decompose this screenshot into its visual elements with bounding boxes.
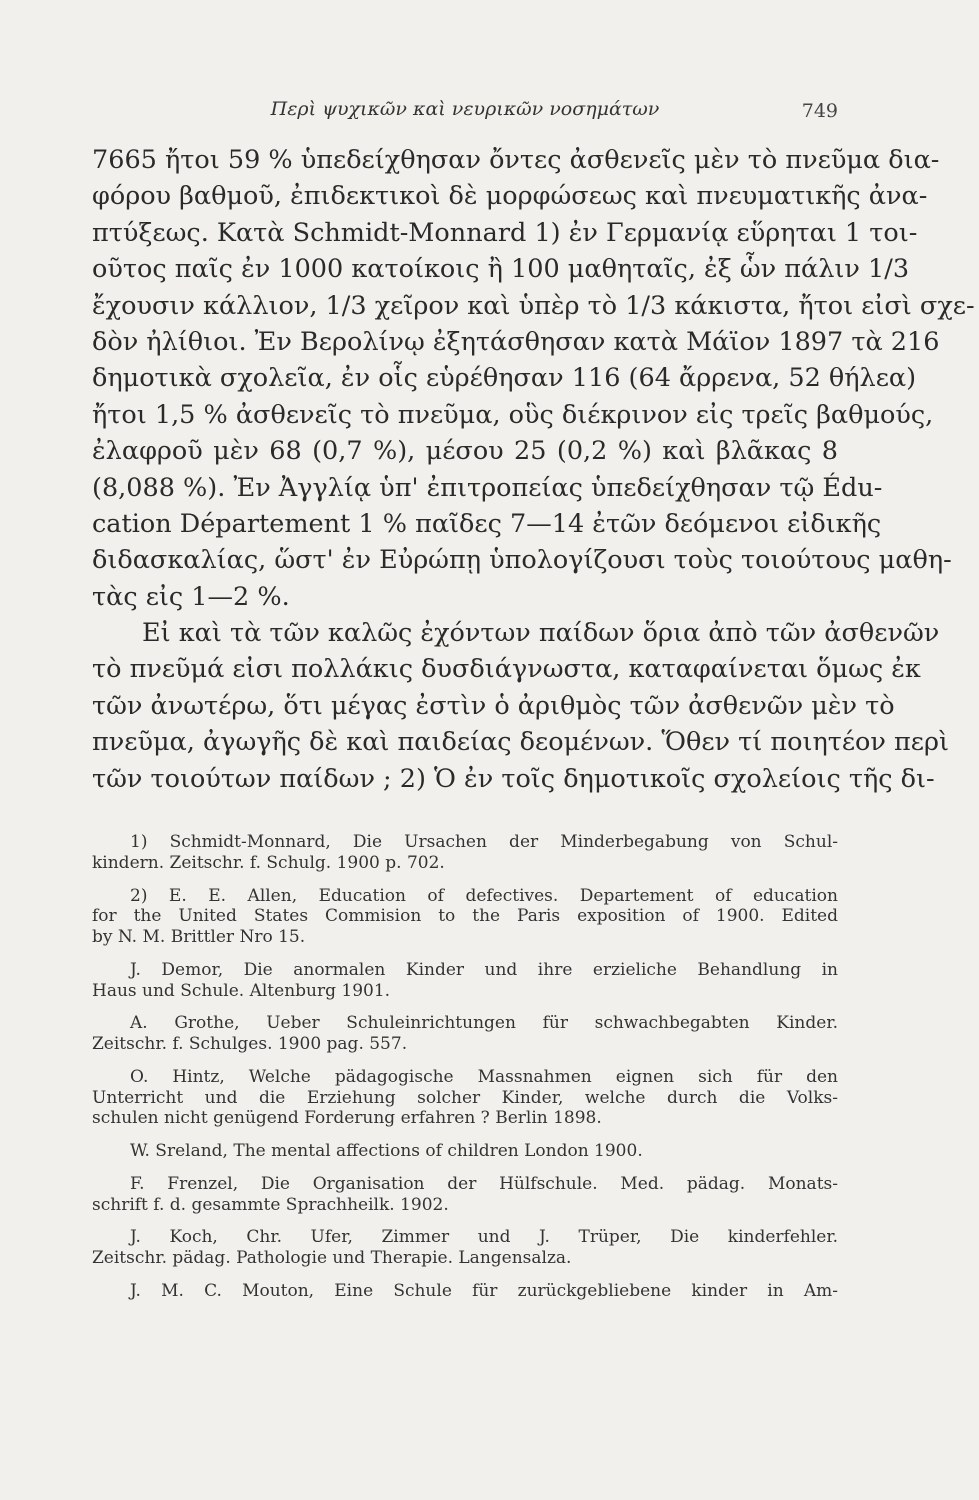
footnote-line: 2) E. E. Allen, Education of defectives. Departement of education (130, 885, 838, 906)
footnote-line: Zeitschr. pädag. Pathologie und Therapie. Langensalza. (92, 1248, 572, 1268)
page-number: 749 (801, 100, 838, 122)
footnote-line: Unterricht und die Erziehung solcher Kinder, welche durch die Volks- (92, 1087, 838, 1108)
footnote-line: J. Koch, Chr. Ufer, Zimmer und J. Trüper, Die kinderfehler. (130, 1227, 838, 1248)
running-head (92, 98, 838, 128)
footnote-line: by N. M. Brittler Nro 15. (92, 927, 306, 947)
footnotes (92, 832, 838, 1302)
text-line: δημοτικὰ σχολεῖα, ἐν οἷς εὑρέθησαν 116 (64 ἄρρενα, 52 θήλεα) (92, 363, 917, 394)
footnote-line: F. Frenzel, Die Organisation der Hülfschule. Med. pädag. Monats- (130, 1173, 838, 1194)
footnote-line: A. Grothe, Ueber Schuleinrichtungen für schwachbegabten Kinder. (130, 1013, 838, 1034)
footnote-line: schulen nicht genügend Forderung erfahren ? Berlin 1898. (92, 1108, 602, 1129)
footnote-line: W. Sreland, The mental affections of children London 1900. (130, 1141, 643, 1161)
footnote (92, 832, 838, 874)
text-line: πνεῦμα, ἀγωγῆς δὲ καὶ παιδείας δεομένων. Ὅθεν τί ποιητέον περὶ (92, 727, 949, 758)
footnote (92, 960, 838, 1002)
text-line: (8,088 %). Ἐν Ἀγγλίᾳ ὑπ' ἐπιτροπείας ὑπεδείχθησαν τῷ Édu- (92, 472, 883, 503)
text-line: τῶν ἀνωτέρω, ὅτι μέγας ἐστὶν ὁ ἀριθμὸς τῶν ἀσθενῶν μὲν τὸ (92, 690, 895, 721)
text-line: cation Département 1 % παῖδες 7—14 ἐτῶν δεόμενοι εἰδικῆς (92, 508, 882, 539)
footnote (92, 1141, 838, 1162)
paragraph (92, 615, 949, 797)
footnote (92, 1227, 838, 1269)
footnote-line: 1) Schmidt-Monnard, Die Ursachen der Minderbegabung von Schul- (130, 832, 838, 852)
text-line: Εἰ καὶ τὰ τῶν καλῶς ἐχόντων παίδων ὅρια ἀπὸ τῶν ἀσθενῶν (142, 618, 940, 649)
footnote-line: J. M. C. Mouton, Eine Schule für zurückgebliebene kinder in Am- (130, 1280, 838, 1301)
text-line: ἐλαφροῦ μὲν 68 (0,7 %), μέσου 25 (0,2 %) καὶ βλᾶκας 8 (92, 436, 838, 467)
footnote (92, 1281, 838, 1302)
footnote-line: O. Hintz, Welche pädagogische Massnahmen eignen sich für den (130, 1066, 838, 1087)
body-text (92, 142, 975, 797)
footnote (92, 1013, 838, 1055)
text-line: φόρου βαθμοῦ, ἐπιδεκτικοὶ δὲ μορφώσεως καὶ πνευματικῆς ἀνα- (92, 181, 928, 212)
footnote (92, 1067, 838, 1129)
text-line: οῦτος παῖς ἐν 1000 κατοίκοις ἢ 100 μαθηταῖς, ἐξ ὧν πάλιν 1/3 (92, 254, 910, 285)
text-line: ἔχουσιν κάλλιον, 1/3 χεῖρον καὶ ὑπὲρ τὸ 1/3 κάκιστα, ἤτοι εἰσὶ σχε- (92, 290, 975, 321)
text-line: 7665 ἤτοι 59 % ὑπεδείχθησαν ὄντες ἀσθενεῖς μὲν τὸ πνεῦμα δια- (92, 145, 940, 175)
text-line: τῶν τοιούτων παίδων ; 2) Ὁ ἐν τοῖς δημοτικοῖς σχολείοις τῆς δι- (92, 763, 935, 794)
footnote-line: kindern. Zeitschr. f. Schulg. 1900 p. 702. (92, 852, 445, 873)
text-line: τὰς εἰς 1—2 %. (92, 581, 290, 612)
text-line: διδασκαλίας, ὥστ' ἐν Εὐρώπῃ ὑπολογίζουσι τοὺς τοιούτους μαθη- (92, 545, 952, 576)
footnote (92, 1174, 838, 1216)
paragraph (92, 142, 975, 615)
running-title: Περὶ ψυχικῶν καὶ νευρικῶν νοσημάτων (270, 98, 660, 120)
footnote-line: Zeitschr. f. Schulges. 1900 pag. 557. (92, 1034, 408, 1054)
footnote-line: schrift f. d. gesammte Sprachheilk. 1902. (92, 1194, 449, 1215)
footnote-line: for the United States Commision to the Paris exposition of 1900. Edited (92, 906, 838, 927)
text-line: τὸ πνεῦμά εἰσι πολλάκις δυσδιάγνωστα, καταφαίνεται ὅμως ἐκ (92, 654, 921, 685)
footnote-line: Haus und Schule. Altenburg 1901. (92, 980, 391, 1001)
footnote (92, 886, 838, 948)
text-line: ἤτοι 1,5 % ἀσθενεῖς τὸ πνεῦμα, οὓς διέκρινον εἰς τρεῖς βαθμούς, (92, 399, 934, 430)
text-line: πτύξεως. Κατὰ Schmidt-Monnard 1) ἐν Γερμανίᾳ εὕρηται 1 τοι- (92, 217, 918, 248)
text-line: δὸν ἠλίθιοι. Ἐν Βερολίνῳ ἐξητάσθησαν κατὰ Μάϊον 1897 τὰ 216 (92, 326, 940, 357)
footnote-line: J. Demor, Die anormalen Kinder und ihre erzieliche Behandlung in (130, 959, 838, 980)
